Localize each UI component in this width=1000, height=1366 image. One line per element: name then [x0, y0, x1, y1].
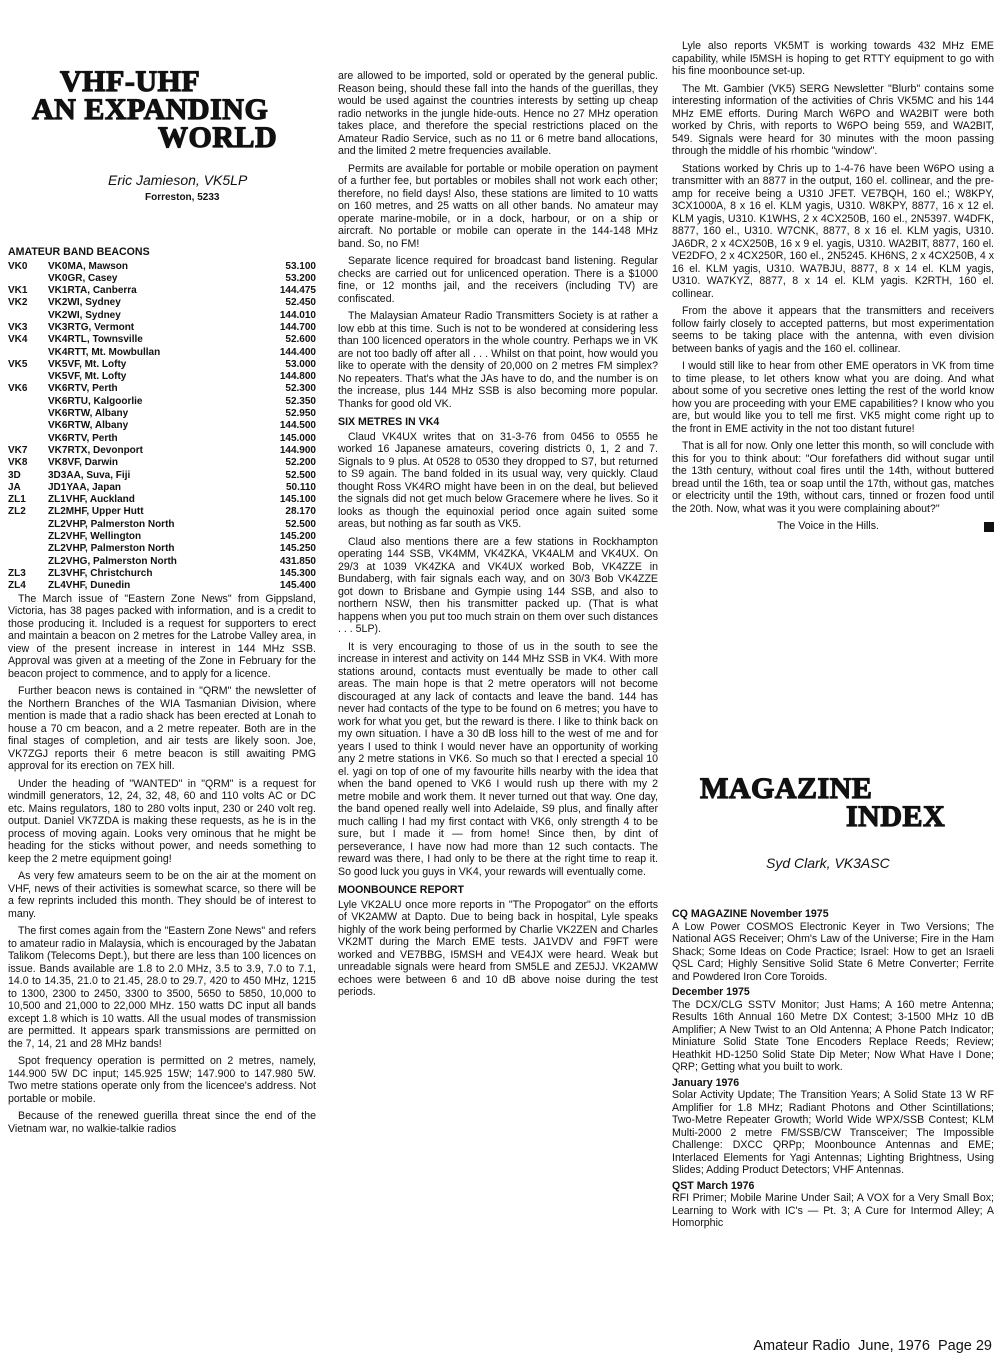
- beacon-call: ZL2VHP, Palmerston North: [48, 543, 175, 555]
- beacon-call: ZL2VHF, Wellington: [48, 531, 142, 543]
- magazine-index-list: [672, 908, 994, 1233]
- beacon-row: [8, 445, 316, 457]
- beacon-row: [8, 334, 316, 346]
- beacon-prefix: VK7: [8, 444, 28, 456]
- beacon-call: VK5VF, Mt. Lofty: [48, 358, 127, 370]
- beacon-row: [8, 310, 316, 322]
- beacon-freq: 53.100: [285, 260, 316, 272]
- eme-text: [672, 40, 994, 515]
- title-line-1: VHF-UHF: [60, 65, 201, 98]
- beacon-row: [8, 556, 316, 568]
- beacon-prefix: [8, 396, 48, 408]
- paragraph: Lyle VK2ALU once more reports in "The Propogator" on the efforts of VK2AMW at Dapto. Due to being back in hospital, Lyle speaks highly of the work being performed by Charlie VK2ZEN and Charles VK2MT during the March EME tests. JA1VDV and F9FT were worked and VE7BBG, I5MSH and VE4JX were heard. Weak but unreadable signals were heard from SM5LE and ZE5JJ. VK2AMW echoes were between 6 and 10 dB above noise during the test periods.: [338, 898, 658, 998]
- six-metres-heading: SIX METRES IN VK4: [338, 416, 440, 428]
- beacon-call: ZL3VHF, Christchurch: [48, 567, 153, 579]
- beacon-prefix: ZL1: [8, 494, 26, 506]
- footer-publication: Amateur Radio: [753, 1338, 851, 1354]
- beacon-freq: 53.200: [285, 272, 316, 284]
- beacon-prefix: [8, 556, 48, 568]
- beacon-row: [8, 543, 316, 555]
- beacon-prefix: VK3: [8, 321, 28, 333]
- signoff-line: [672, 520, 994, 533]
- beacon-freq: 144.500: [279, 420, 316, 432]
- beacon-call: VK6RTU, Kalgoorlie: [48, 395, 143, 407]
- beacon-call: VK6RTV, Perth: [48, 383, 118, 395]
- paragraph: Stations worked by Chris up to 1-4-76 have been W6PO using a transmitter with an 8877 in the output, 160 el. collinear, and the pre-amp for receive being a U310 JFET. VE7BQH, 160 el.; W8KPY, 3CX1000A, 8 x 16 el. KLM yagis, U310. W8KPY, 8877, 16 x 12 el. KLM yagis, U310. K1WHS, 2 x 4CX250B, 160 el., 2N5397. W4DFK, 8877, 160 el., U310. W7CNK, 8877, 8 x 16 el. KLM yagis, U310. JA6DR, 2 x 4CX250B, 16 x 9 el. yagis, U310. WA2BIT, 8877, 160 el. VE2DFO, 2 x 4CX250R, 160 el., 2N5245. KH6NS, 2 x 4CX250B, 4 x 16 el. KLM yagis, U310. WA7BJU, 8877, 8 x 14 el. KLM yagis, U310. WA7KYZ, 8877, 8 x 14 el. KLM yagis. K2RTH, 160 el. collinear.: [672, 162, 994, 300]
- beacon-freq: 52.200: [285, 457, 316, 469]
- beacon-freq: 144.475: [279, 285, 316, 297]
- beacon-freq: 144.900: [279, 444, 316, 456]
- column-1-body: [8, 593, 316, 1136]
- index-entry-heading: January 1976: [672, 1076, 740, 1089]
- beacon-call: VK8VF, Darwin: [48, 457, 119, 469]
- beacon-row: [8, 396, 316, 408]
- beacon-call: VK4RTT, Mt. Mowbullan: [48, 346, 161, 358]
- paragraph: Lyle also reports VK5MT is working towards 432 MHz EME capability, while I5MSH is hoping to get RTTY equipment to go with his fine moonbounce set-up.: [672, 40, 994, 77]
- paragraph: As very few amateurs seem to be on the air at the moment on VHF, news of their activities is somewhat scarce, so there will be a few reprints included this month. They should be of interest to many.: [8, 870, 316, 920]
- beacon-call: VK4RTL, Townsville: [48, 334, 143, 346]
- paragraph: Under the heading of "WANTED" in "QRM" is a request for windmill generators, 12, 24, 32, 48, 60 and 110 volts AC or DC etc. Mains regulators, 180 to 280 volts input, 230 or 240 volt reg. output. Daniel VK7ZDA is making these requests, as he is in the process of moving again. Looks very ominous that he might be heading for the sticks without power, and needs something to keep the 2 metre equipment going!: [8, 777, 316, 865]
- beacon-prefix: VK5: [8, 358, 28, 370]
- mag-author: Syd Clark, VK3ASC: [766, 855, 890, 871]
- beacon-row: [8, 494, 316, 506]
- beacon-prefix: ZL2: [8, 506, 26, 518]
- beacon-call: ZL1VHF, Auckland: [48, 494, 135, 506]
- end-mark-icon: [984, 522, 994, 532]
- beacon-freq: 52.500: [285, 469, 316, 481]
- beacon-freq: 144.700: [279, 321, 316, 333]
- beacons-heading: AMATEUR BAND BEACONS: [8, 246, 150, 258]
- paragraph: The Mt. Gambier (VK5) SERG Newsletter "Blurb" contains some interesting information of the activities of Chris VK5MC and his 144 MHz EME efforts. During March W6PO and WA2BIT were both worked by Chris, with reports to W6PO being 559, and WA2BIT, 549. Signals were heard for 30 minutes with the moon passing through the middle of his rhombic "window".: [672, 82, 994, 157]
- beacon-freq: 52.350: [285, 395, 316, 407]
- paragraph: That is all for now. Only one letter this month, so will conclude with this for you to think about: "Our forefathers did without sugar until the 13th century, without coal fires until the 14th, without buttered bread until the 16th, tea or soap until the 17th, without gas, matches or electricity until the 19th, without cars, tinned or frozen food until the 20th. Now, what was it you were complaining about?": [672, 440, 994, 515]
- beacon-prefix: ZL3: [8, 567, 26, 579]
- beacon-row: [8, 457, 316, 469]
- beacon-prefix: VK0: [8, 260, 28, 272]
- beacon-row: [8, 420, 316, 432]
- mag-title-line-1: MAGAZINE: [700, 772, 873, 805]
- beacon-prefix: 3D: [8, 469, 21, 481]
- beacon-freq: 52.500: [285, 518, 316, 530]
- beacon-row: [8, 470, 316, 482]
- beacon-row: [8, 297, 316, 309]
- paragraph: are allowed to be imported, sold or operated by the general public. Reason being, should these fall into the hands of the guerillas, they would be used against the countries interests by setting up cheap radio networks in the jungle hide-outs. Hence no 27 MHz operation takes place, and therefore the special restrictions placed on the Amateur Radio Service, such as no 11 or 6 metre band allocations, and the limited 2 metre frequencies available.: [338, 70, 658, 157]
- paragraph: Claud also mentions there are a few stations in Rockhampton operating 144 SSB, VK4MM, VK4ZKA, VK4ALM and VK4UX. On 29/3 at 1039 VK4ZKA and VK4UX worked Bob, VK4ZZE in Bundaberg, with fair signals each way, and on 30/3 Bob VK4ZZE got down to Brisbane and Gympie using 144 SSB, and also to northern NSW, then his transmitter packed up. (That is what happens when you put too much strain on them over such distances . . . 5LP).: [338, 535, 658, 635]
- beacon-prefix: [8, 347, 48, 359]
- beacon-prefix: [8, 543, 48, 555]
- beacon-freq: 50.110: [285, 481, 316, 493]
- beacon-row: [8, 482, 316, 494]
- signoff-text: The Voice in the Hills.: [777, 520, 879, 532]
- paragraph: The March issue of "Eastern Zone News" from Gippsland, Victoria, has 38 pages packed with information, and is a credit to those producing it. Included is a request for supporters to erect and maintain a beacon on 2 metres for the Latrobe Valley area, in view of the present increase in interest in 144 MHz SSB. Approval was given at a meeting of the Zone in February for the beacon project to commence, and to apply for a licence.: [8, 592, 316, 680]
- beacon-freq: 145.400: [279, 580, 316, 592]
- beacon-row: [8, 273, 316, 285]
- beacon-call: VK6RTV, Perth: [48, 432, 118, 444]
- beacon-row: [8, 408, 316, 420]
- beacon-freq: 144.010: [279, 309, 316, 321]
- beacon-row: [8, 261, 316, 273]
- beacon-prefix: [8, 433, 48, 445]
- beacon-row: [8, 347, 316, 359]
- paragraph: It is very encouraging to those of us in the south to see the increase in interest and activity on 144 MHz SSB in VK4. With more stations around, contacts must eventually be made to other call areas. The main hope is that 2 metre operators will not become discouraged at any lack of contacts and leave the band. 144 has never had contacts of the type to be found on 6 metres; you have to work for what you get, but the reward is there. I like to think back on my own situation. I have a 30 dB loss hill to the west of me and for years I used to think I would never have an opportunity of working any 2 metre stations in VK6. So much so that I erected a special 10 el. yagi on top of one of my favourite hills nearby with the idea that when the band opened to VK6 I would rush up there with my 2 metre mobile and work them. It never turned out that way. One day, the band opened really well into Adelaide, S9 plus, and finally after much calling I had my first contact with VK6, only strength 4 to be sure, but I made it — from home! Since then, by dint of perseverance, I have now had more than 12 such contacts. The reward was there, I had only to be there at the right time to reap it. So good luck you guys in VK4, your rewards will eventually come.: [338, 640, 658, 878]
- article-title: [8, 65, 308, 154]
- beacon-call: ZL4VHF, Dunedin: [48, 580, 131, 592]
- index-entry-heading: CQ MAGAZINE November 1975: [672, 908, 829, 920]
- index-entry-text: A Low Power COSMOS Electronic Keyer in Two Versions; The National AGS Receiver; Ohm's Law of the Universe; Fire in the Ham Shack; Some Ideas on Code Practice; Israel: How to get an Israeli QSL Card; Highly Sensitive Solid State 6 Metre Converter; Ferrite and Powdered Iron Core Toroids.: [672, 920, 994, 983]
- beacon-freq: 28.170: [285, 506, 316, 518]
- beacon-freq: 145.100: [279, 494, 316, 506]
- beacon-row: [8, 359, 316, 371]
- beacon-call: JD1YAA, Japan: [48, 481, 121, 493]
- beacon-call: 3D3AA, Suva, Fiji: [48, 469, 131, 481]
- moonbounce-text: [338, 899, 658, 999]
- paragraph: The Malaysian Amateur Radio Transmitters Society is at rather a low ebb at this time. Such is not to be wondered at considering less than 100 licenced operators in the whole country. Perhaps we in VK are not too badly off after all . . . Whilst on that point, how would you like to operate with the density of 20,000 on 2 metres FM simplex? No repeaters. That's what the JAs have to do, and the number is on the increase, plus 144 MHz SSB is also becoming more popular. Thanks for good old VK.: [338, 310, 658, 410]
- beacon-call: VK6RTW, Albany: [48, 408, 129, 420]
- beacon-prefix: [8, 371, 48, 383]
- beacon-call: VK3RTG, Vermont: [48, 321, 135, 333]
- footer-page: Page 29: [937, 1338, 992, 1354]
- beacon-freq: 145.000: [279, 432, 316, 444]
- beacon-freq: 52.300: [285, 383, 316, 395]
- beacon-row: [8, 322, 316, 334]
- column-3: [672, 40, 994, 538]
- beacon-prefix: [8, 519, 48, 531]
- beacon-prefix: [8, 273, 48, 285]
- beacon-freq: 144.400: [279, 346, 316, 358]
- paragraph: Permits are available for portable or mobile operation on payment of a further fee, but portables or mobiles shall not work each other; therefore, no field days! Also, these stations are limited to 10 watts on 160 metres, and 25 watts on all other bands. No amateur may operate marine-mobile, or in a dock, harbour, or on a ship or aircraft. No portable or mobile can operate in the 144-148 MHz band. So, no FM!: [338, 162, 658, 250]
- beacon-call: VK2WI, Sydney: [48, 309, 121, 321]
- beacons-table: [8, 261, 316, 593]
- mag-title-line-2: INDEX: [846, 800, 946, 833]
- beacon-freq: 145.200: [279, 531, 316, 543]
- column-1: [8, 240, 316, 1140]
- beacon-call: VK0GR, Casey: [48, 272, 118, 284]
- beacon-prefix: [8, 531, 48, 543]
- index-entry-heading: December 1975: [672, 986, 750, 998]
- beacon-call: ZL2VHG, Palmerston North: [48, 555, 177, 567]
- index-entry-text: RFI Primer; Mobile Marine Under Sail; A VOX for a Very Small Box; Learning to Work with IC's — Pt. 3; A Cure for Intermod Alley; A Homorphic: [672, 1192, 994, 1229]
- footer-date: June, 1976: [858, 1338, 930, 1354]
- beacon-row: [8, 285, 316, 297]
- beacon-row: [8, 580, 316, 592]
- beacon-prefix: VK6: [8, 383, 28, 395]
- article-author: Eric Jamieson, VK5LP: [108, 172, 248, 188]
- beacon-call: VK2WI, Sydney: [48, 297, 121, 309]
- beacon-freq: 145.250: [279, 543, 316, 555]
- beacon-prefix: [8, 408, 48, 420]
- beacon-prefix: VK2: [8, 297, 28, 309]
- beacon-freq: 52.450: [285, 297, 316, 309]
- index-entry-heading: QST March 1976: [672, 1179, 755, 1192]
- beacon-prefix: VK8: [8, 457, 28, 469]
- paragraph: I would still like to hear from other EME operators in VK from time to time please, to let others know what you are doing. And what about some of you secretive ones letting the rest of the world know how you are proceeding with your EME capabilities? I know who you are, but would like you to tell me first. VK5 might come right up to the front in EME activity in the not too distant future!: [672, 360, 994, 435]
- title-line-3: WORLD: [158, 121, 278, 154]
- beacon-freq: 53.000: [285, 358, 316, 370]
- paragraph: Further beacon news is contained in "QRM" the newsletter of the Northern Branches of the WIA Tasmanian Division, where mention is made that a radio shack has been erected at Lonah to house a 70 cm beacon, and a 2 metre repeater. Both are in the final stages of completion, and air tests are likely soon. Joe, VK7ZGJ reports their 6 metre beacon is still awaiting PMG approval for its erection on 7EX hill.: [8, 685, 316, 773]
- beacon-prefix: ZL4: [8, 580, 26, 592]
- beacon-call: ZL2MHF, Upper Hutt: [48, 506, 144, 518]
- beacon-row: [8, 519, 316, 531]
- paragraph: Spot frequency operation is permitted on 2 metres, namely, 144.900 5W DC input; 145.925 15W; 147.900 to 147.980 5W. Two metre stations operate only from the licencee's address. Not portable or mobile.: [8, 1055, 316, 1105]
- beacon-row: [8, 568, 316, 580]
- six-metres-text: [338, 431, 658, 879]
- beacon-row: [8, 506, 316, 518]
- column-2: [338, 70, 658, 1004]
- paragraph: Because of the renewed guerilla threat since the end of the Vietnam war, no walkie-talkie radios: [8, 1110, 316, 1135]
- index-entry-text: The DCX/CLG SSTV Monitor; Just Hams; A 160 metre Antenna; Results 16th Annual 160 Metre DX Contest; 3-1500 MHz 10 dB Amplifier; A New Twist to an Old Antenna; A Phone Patch Indicator; Miniature Solid State Tone Encoders Replace Reeds; Review; Heathkit HD-1250 Solid State Dip Meter; Now What Have I Done; QRP; Getting what you built to work.: [672, 998, 994, 1073]
- beacon-call: VK1RTA, Canberra: [48, 285, 137, 297]
- beacon-call: VK5VF, Mt. Lofty: [48, 371, 127, 383]
- beacon-freq: 52.950: [285, 408, 316, 420]
- moonbounce-heading: MOONBOUNCE REPORT: [338, 884, 464, 896]
- beacon-prefix: JA: [8, 481, 21, 493]
- paragraph: Separate licence required for broadcast band listening. Regular checks are carried out for unlicenced operation. There is a $1000 fine, or 12 months jail, and the receivers (including TV) are confiscated.: [338, 255, 658, 305]
- beacon-freq: 52.600: [285, 334, 316, 346]
- beacon-freq: 144.800: [279, 371, 316, 383]
- beacon-freq: 431.850: [279, 555, 316, 567]
- beacon-row: [8, 531, 316, 543]
- paragraph: The first comes again from the "Eastern Zone News" and refers to amateur radio in Malaysia, which is encouraged by the Jabatan Talikom (Telecoms Dept.), but there are less than 100 licences on issue. Bands available are 1.8 to 2.0 MHz, 3.5 to 3.9, 7.0 to 7.1, 14.0 to 14.35, 21.0 to 21.45, 28.0 to 29.7, 420 to 450 MHz, 1215 to 1300, 2300 to 2450, 3300 to 3500, 5650 to 5850, 10,000 to 10,500 and 21,000 to 22,000 MHz. 150 watts DC input all bands except 1.8 which is 10 watts. All the usual modes of transmission are permitted. It appears spark transmissions are permitted on the 7, 14, 21 and 28 MHz bands!: [8, 925, 316, 1050]
- beacon-row: [8, 383, 316, 395]
- beacon-call: VK0MA, Mawson: [48, 260, 129, 272]
- beacon-prefix: VK4: [8, 334, 28, 346]
- beacon-prefix: [8, 420, 48, 432]
- beacon-row: [8, 371, 316, 383]
- page-footer: [700, 1338, 992, 1354]
- beacon-call: ZL2VHP, Palmerston North: [48, 518, 175, 530]
- paragraph: From the above it appears that the transmitters and receivers follow fairly closely to accepted patterns, but most experimentation seems to be taking place with the antenna, with even division between banks of yagis and the 160 el. collinear.: [672, 305, 994, 355]
- beacon-call: VK7RTX, Devonport: [48, 444, 144, 456]
- beacon-call: VK6RTW, Albany: [48, 420, 129, 432]
- magazine-index-title: [700, 772, 990, 833]
- beacon-row: [8, 433, 316, 445]
- article-address: Forreston, 5233: [145, 192, 220, 203]
- beacon-freq: 145.300: [279, 567, 316, 579]
- beacon-prefix: [8, 310, 48, 322]
- malaysia-text: [338, 70, 658, 410]
- beacon-prefix: VK1: [8, 285, 28, 297]
- index-entry-text: Solar Activity Update; The Transition Years; A Solid State 13 W RF Amplifier for 1.8 MHz; Radiant Photons and Other Scintillations; Two-Metre Repeater Growth; World Wide WPX/SSB Contest; KLM Multi-2000 2 metre FM/SSB/CW Transceiver; The Impossible Challenge: DXCC QRPp; Moonbounce Antennas and EME; Interlaced Elements for Yagi Antennas; Lighting Brightness, Using Slides; Adding Product Detectors; VHF Antennas.: [672, 1089, 994, 1176]
- paragraph: Claud VK4UX writes that on 31-3-76 from 0456 to 0555 he worked 16 Japanese amateurs, covering districts 0, 1, 2 and 7. Signals to 9 plus. At 0528 to 0530 they dropped to S7, but returned to S9 again. The band folded in its usual way, very quickly. Claud thought Ross VK4RO might have been in on the deal, but believed the signals did not get much below Gracemere where he lives. So it looks as though the equinoxial period once again suited some areas, but nothing as far south as VK5.: [338, 430, 658, 530]
- title-line-2: AN EXPANDING: [32, 93, 269, 126]
